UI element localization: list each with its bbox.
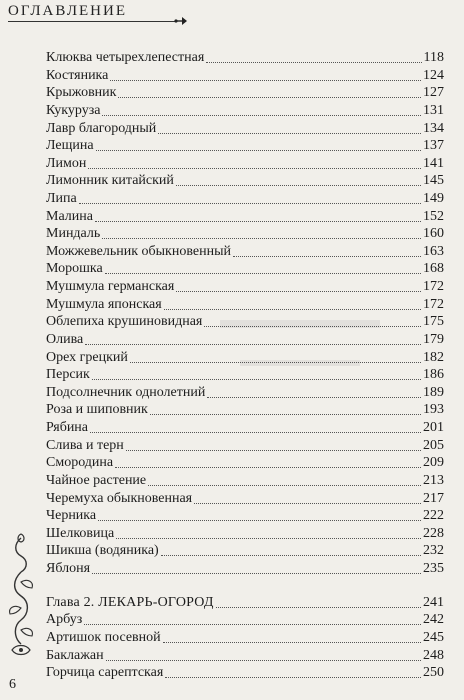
toc-entry-title: Крыжовник — [46, 85, 117, 101]
toc-entry-page: 160 — [423, 226, 444, 242]
toc-entry-title: Черника — [46, 508, 97, 524]
toc-entry — [46, 661, 444, 681]
toc-entry-page: 127 — [423, 85, 444, 101]
toc-entry-title: Подсолнечник однолетний — [46, 384, 206, 400]
toc-entry-title: Шелковица — [46, 525, 115, 541]
toc-entry-page: 131 — [423, 102, 444, 118]
header-rule — [8, 21, 176, 22]
show-through-texture — [220, 320, 380, 400]
toc-entry-page: 235 — [423, 561, 444, 576]
toc-entry-page: 222 — [423, 508, 444, 524]
toc-entry-title: Чайное растение — [46, 472, 147, 488]
toc-entry-title: Арбуз — [46, 612, 83, 628]
toc-entry-page: 217 — [423, 490, 444, 506]
toc-entry-title: Кукуруза — [46, 102, 101, 118]
toc-entry-title: Липа — [46, 191, 77, 206]
toc-entry-title: Лимон — [46, 155, 87, 171]
toc-entry-page: 118 — [423, 50, 444, 65]
toc-entry-page: 205 — [423, 437, 444, 453]
toc-entry-title: Облепиха крушиновидная — [46, 314, 203, 330]
toc-entry-title: Лещина — [46, 138, 94, 154]
toc-entry-page: 149 — [423, 191, 444, 206]
toc-entry-page: 186 — [423, 367, 444, 383]
toc-entry-title: Малина — [46, 208, 93, 224]
toc-entry-title: Баклажан — [46, 647, 104, 663]
toc-entry-title: Клюква четырехлепестная — [46, 50, 205, 65]
toc-entry-page: 248 — [423, 647, 444, 663]
toc-entry-title: Лимонник китайский — [46, 173, 174, 189]
toc-entry-page: 145 — [423, 173, 444, 189]
toc-entry-page: 134 — [423, 120, 444, 136]
toc-entry-title: Горчица сарептская — [46, 665, 164, 681]
toc-entry-page: 201 — [423, 420, 444, 435]
toc-entry-page: 124 — [423, 67, 444, 83]
toc-entry-title: Яблоня — [46, 561, 91, 576]
toc-entry-title: Лавр благородный — [46, 120, 157, 136]
toc-entry-title: Олива — [46, 331, 84, 347]
page-number: 6 — [9, 677, 16, 692]
toc-entry-page: 232 — [423, 543, 444, 559]
arrow-flourish-icon — [174, 14, 188, 28]
toc-entry-page: 189 — [423, 384, 444, 400]
toc-entry-page: 250 — [423, 665, 444, 681]
toc-entry-page: 242 — [423, 612, 444, 628]
page-title: ОГЛАВЛЕНИЕ — [8, 3, 127, 19]
toc-entry-page: 168 — [423, 261, 444, 277]
toc-entry-page: 152 — [423, 208, 444, 224]
toc-entry-title: Мушмула японская — [46, 296, 162, 312]
toc-entry-title: Рябина — [46, 420, 89, 435]
toc-entry-title: Слива и терн — [46, 437, 124, 453]
toc-entry-title: Морошка — [46, 261, 103, 277]
toc-entry-title: Шикша (водяника) — [46, 543, 159, 559]
toc-entry — [46, 557, 444, 577]
toc-entry-page: 241 — [423, 594, 444, 610]
toc-entry-title: Орех грецкий — [46, 349, 128, 365]
toc-entry-page: 182 — [423, 349, 444, 365]
toc-entry-title: Миндаль — [46, 226, 101, 242]
toc-entry-page: 141 — [423, 155, 444, 171]
toc-entry-title: Костяника — [46, 67, 109, 83]
toc-entry-page: 209 — [423, 455, 444, 471]
toc-entry-title: Роза и шиповник — [46, 402, 148, 418]
floral-vine-ornament-icon — [4, 532, 38, 658]
toc-entry-title: Артишок посевной — [46, 629, 161, 645]
toc-entry-title: Можжевельник обыкновенный — [46, 243, 231, 259]
toc-entry-page: 175 — [423, 314, 444, 330]
toc-entry-page: 172 — [423, 296, 444, 312]
toc-entry-title: Персик — [46, 367, 90, 383]
chapter-title: Глава 2. ЛЕКАРЬ-ОГОРОД — [46, 594, 214, 610]
dot-leader — [165, 677, 421, 678]
dot-leader — [92, 573, 421, 574]
toc-entry-page: 193 — [423, 402, 444, 418]
toc-entry-page: 228 — [423, 525, 444, 541]
toc-entry-page: 179 — [423, 331, 444, 347]
toc-entry-page: 172 — [423, 279, 444, 295]
toc-entry-page: 213 — [423, 472, 444, 488]
toc-entry-title: Смородина — [46, 455, 114, 471]
toc-entry-page: 163 — [423, 243, 444, 259]
toc-entry-title: Мушмула германская — [46, 279, 175, 295]
running-header — [0, 0, 464, 26]
toc-entry-page: 245 — [423, 629, 444, 645]
toc-entry-page: 137 — [423, 138, 444, 154]
toc-entry-title: Черемуха обыкновенная — [46, 490, 193, 506]
